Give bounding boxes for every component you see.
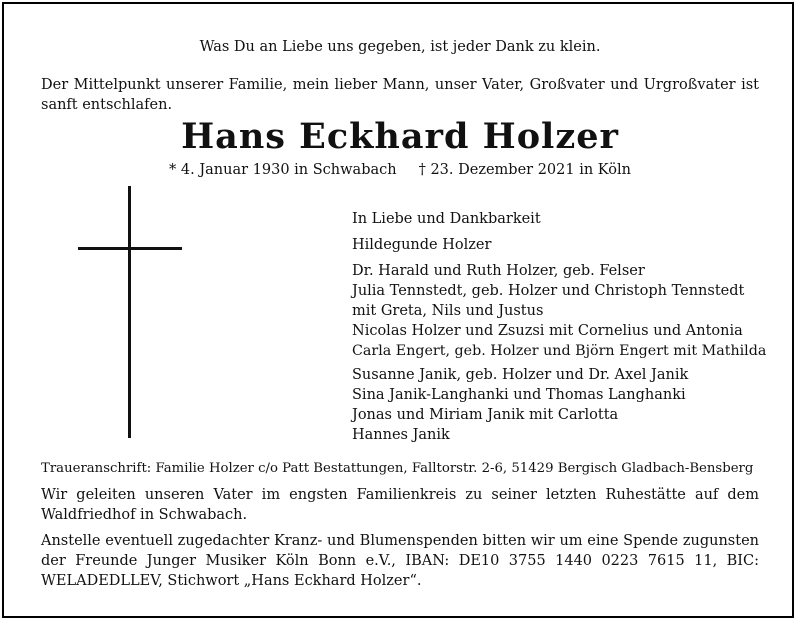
birth-date: * 4. Januar 1930 in Schwabach [169,162,397,178]
motto: Was Du an Liebe uns gegeben, ist jeder Dank zu klein. [199,39,601,55]
family-line: Sina Janik-Langhanki und Thomas Langhanki [352,387,686,403]
death-date: † 23. Dezember 2021 in Köln [418,162,631,178]
life-dates [0,160,800,180]
cross-icon [78,186,182,438]
greeting: In Liebe und Dankbarkeit [352,211,541,227]
spouse-name: Hildegunde Holzer [352,237,492,253]
family-line: Hannes Janik [352,427,450,443]
family-line: Nicolas Holzer und Zsuzsi mit Cornelius und Antonia [352,323,743,339]
family-line: Carla Engert, geb. Holzer und Björn Engert mit Mathilda [352,343,767,359]
donation-note: Anstelle eventuell zugedachter Kranz- und Blumenspenden bitten wir um eine Spende zugunsten der Freunde Junger Musiker Köln Bonn e.V., IBAN: DE10 3755 1440 0223 7615 11, BIC: WELADEDLLEV, Stichwort „Hans Eckhard Holzer“. [41,533,759,589]
family-line: Jonas und Miriam Janik mit Carlotta [352,407,619,423]
family-line: Susanne Janik, geb. Holzer und Dr. Axel Janik [352,367,689,383]
mourning-address: Traueranschrift: Familie Holzer c/o Patt Bestattungen, Falltorstr. 2-6, 51429 Bergisch Gladbach-Bensberg [41,461,754,476]
family-line: Julia Tennstedt, geb. Holzer und Christoph Tennstedt [352,283,745,299]
intro-text: Der Mittelpunkt unserer Familie, mein lieber Mann, unser Vater, Großvater und Urgroßvater ist sanft entschlafen. [41,77,759,113]
family-line: mit Greta, Nils und Justus [352,303,544,319]
family-line: Dr. Harald und Ruth Holzer, geb. Felser [352,263,645,279]
deceased-name: Hans Eckhard Holzer [181,116,619,157]
funeral-note: Wir geleiten unseren Vater im engsten Familienkreis zu seiner letzten Ruhestätte auf dem Waldfriedhof in Schwabach. [41,487,759,523]
